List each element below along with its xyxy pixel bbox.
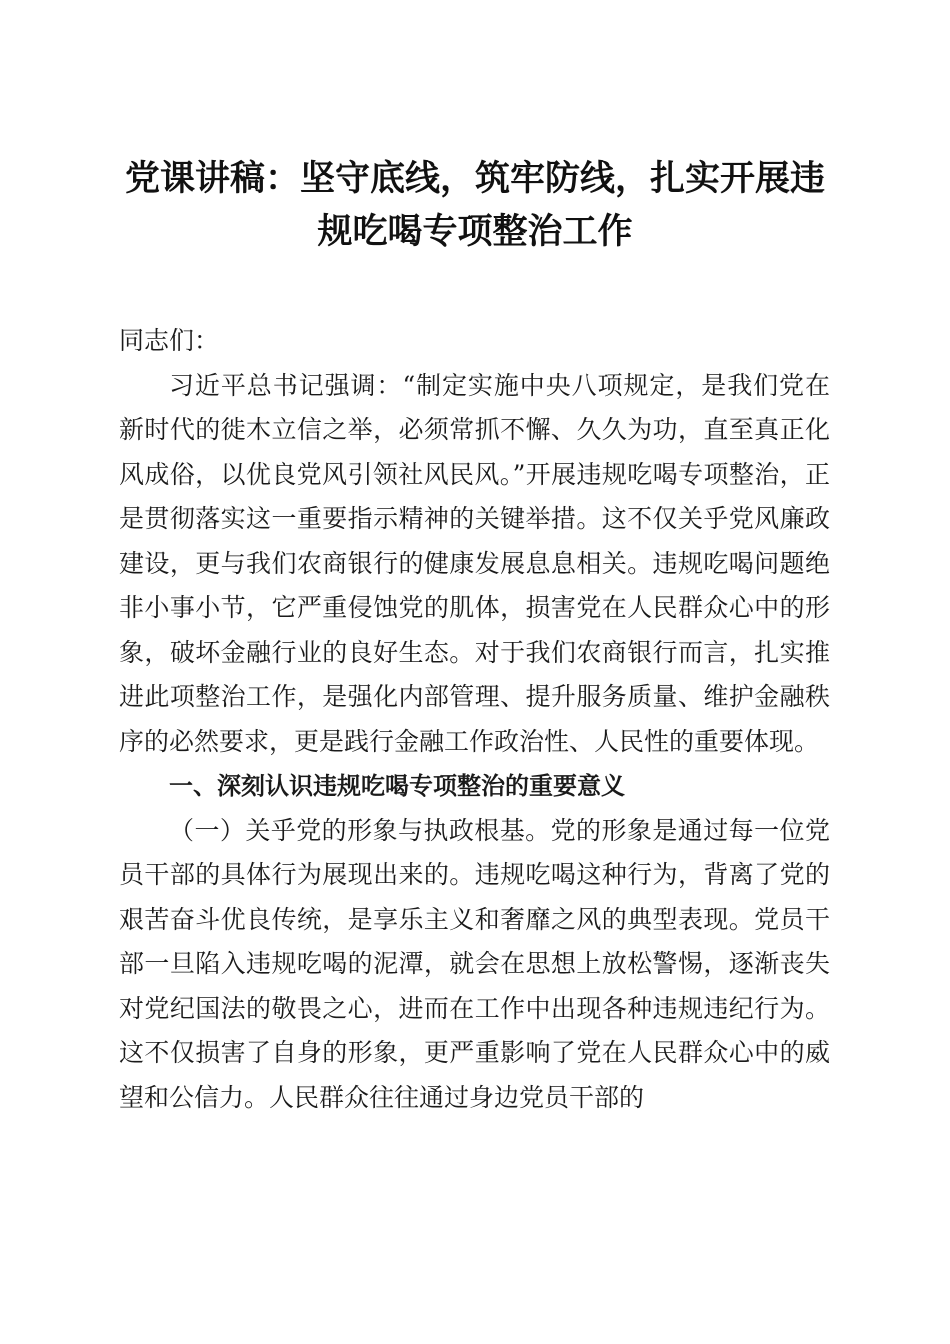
paragraph-section1-1: （一）关乎党的形象与执政根基。党的形象是通过每一位党员干部的具体行为展现出来的。违规吃喝这种行为，背离了党的艰苦奋斗优良传统，是享乐主义和奢靡之风的典型表现。党员干部一旦陷入违规吃喝的泥潭，就会在思想上放松警惕，逐渐丧失对党纪国法的敬畏之心，进而在工作中出现各种违规违纪行为。这不仅损害了自身的形象，更严重影响了党在人民群众心中的威望和公信力。人民群众往往通过身边党员干部的 xyxy=(119,815,830,1112)
document-body xyxy=(119,319,830,1120)
title-line-2: 规吃喝专项整治工作 xyxy=(317,211,633,252)
paragraph-intro: 习近平总书记强调：“制定实施中央八项规定，是我们党在新时代的徙木立信之举，必须常抓不懈、久久为功，直至真正化风成俗，以优良党风引领社风民风。”开展违规吃喝专项整治，正是贯彻落实这一重要指示精神的关键举措。这不仅关乎党风廉政建设，更与我们农商银行的健康发展息息相关。违规吃喝问题绝非小事小节，它严重侵蚀党的肌体，损害党在人民群众心中的形象，破坏金融行业的良好生态。对于我们农商银行而言，扎实推进此项整治工作，是强化内部管理、提升服务质量、维护金融秩序的必然要求，更是践行金融工作政治性、人民性的重要体现。 xyxy=(119,370,830,756)
greeting: 同志们： xyxy=(119,326,220,355)
title-line-1: 党课讲稿：坚守底线，筑牢防线，扎实开展违 xyxy=(124,158,825,199)
section-heading-1: 一、深刻认识违规吃喝专项整治的重要意义 xyxy=(169,772,625,800)
document-title xyxy=(100,152,850,258)
